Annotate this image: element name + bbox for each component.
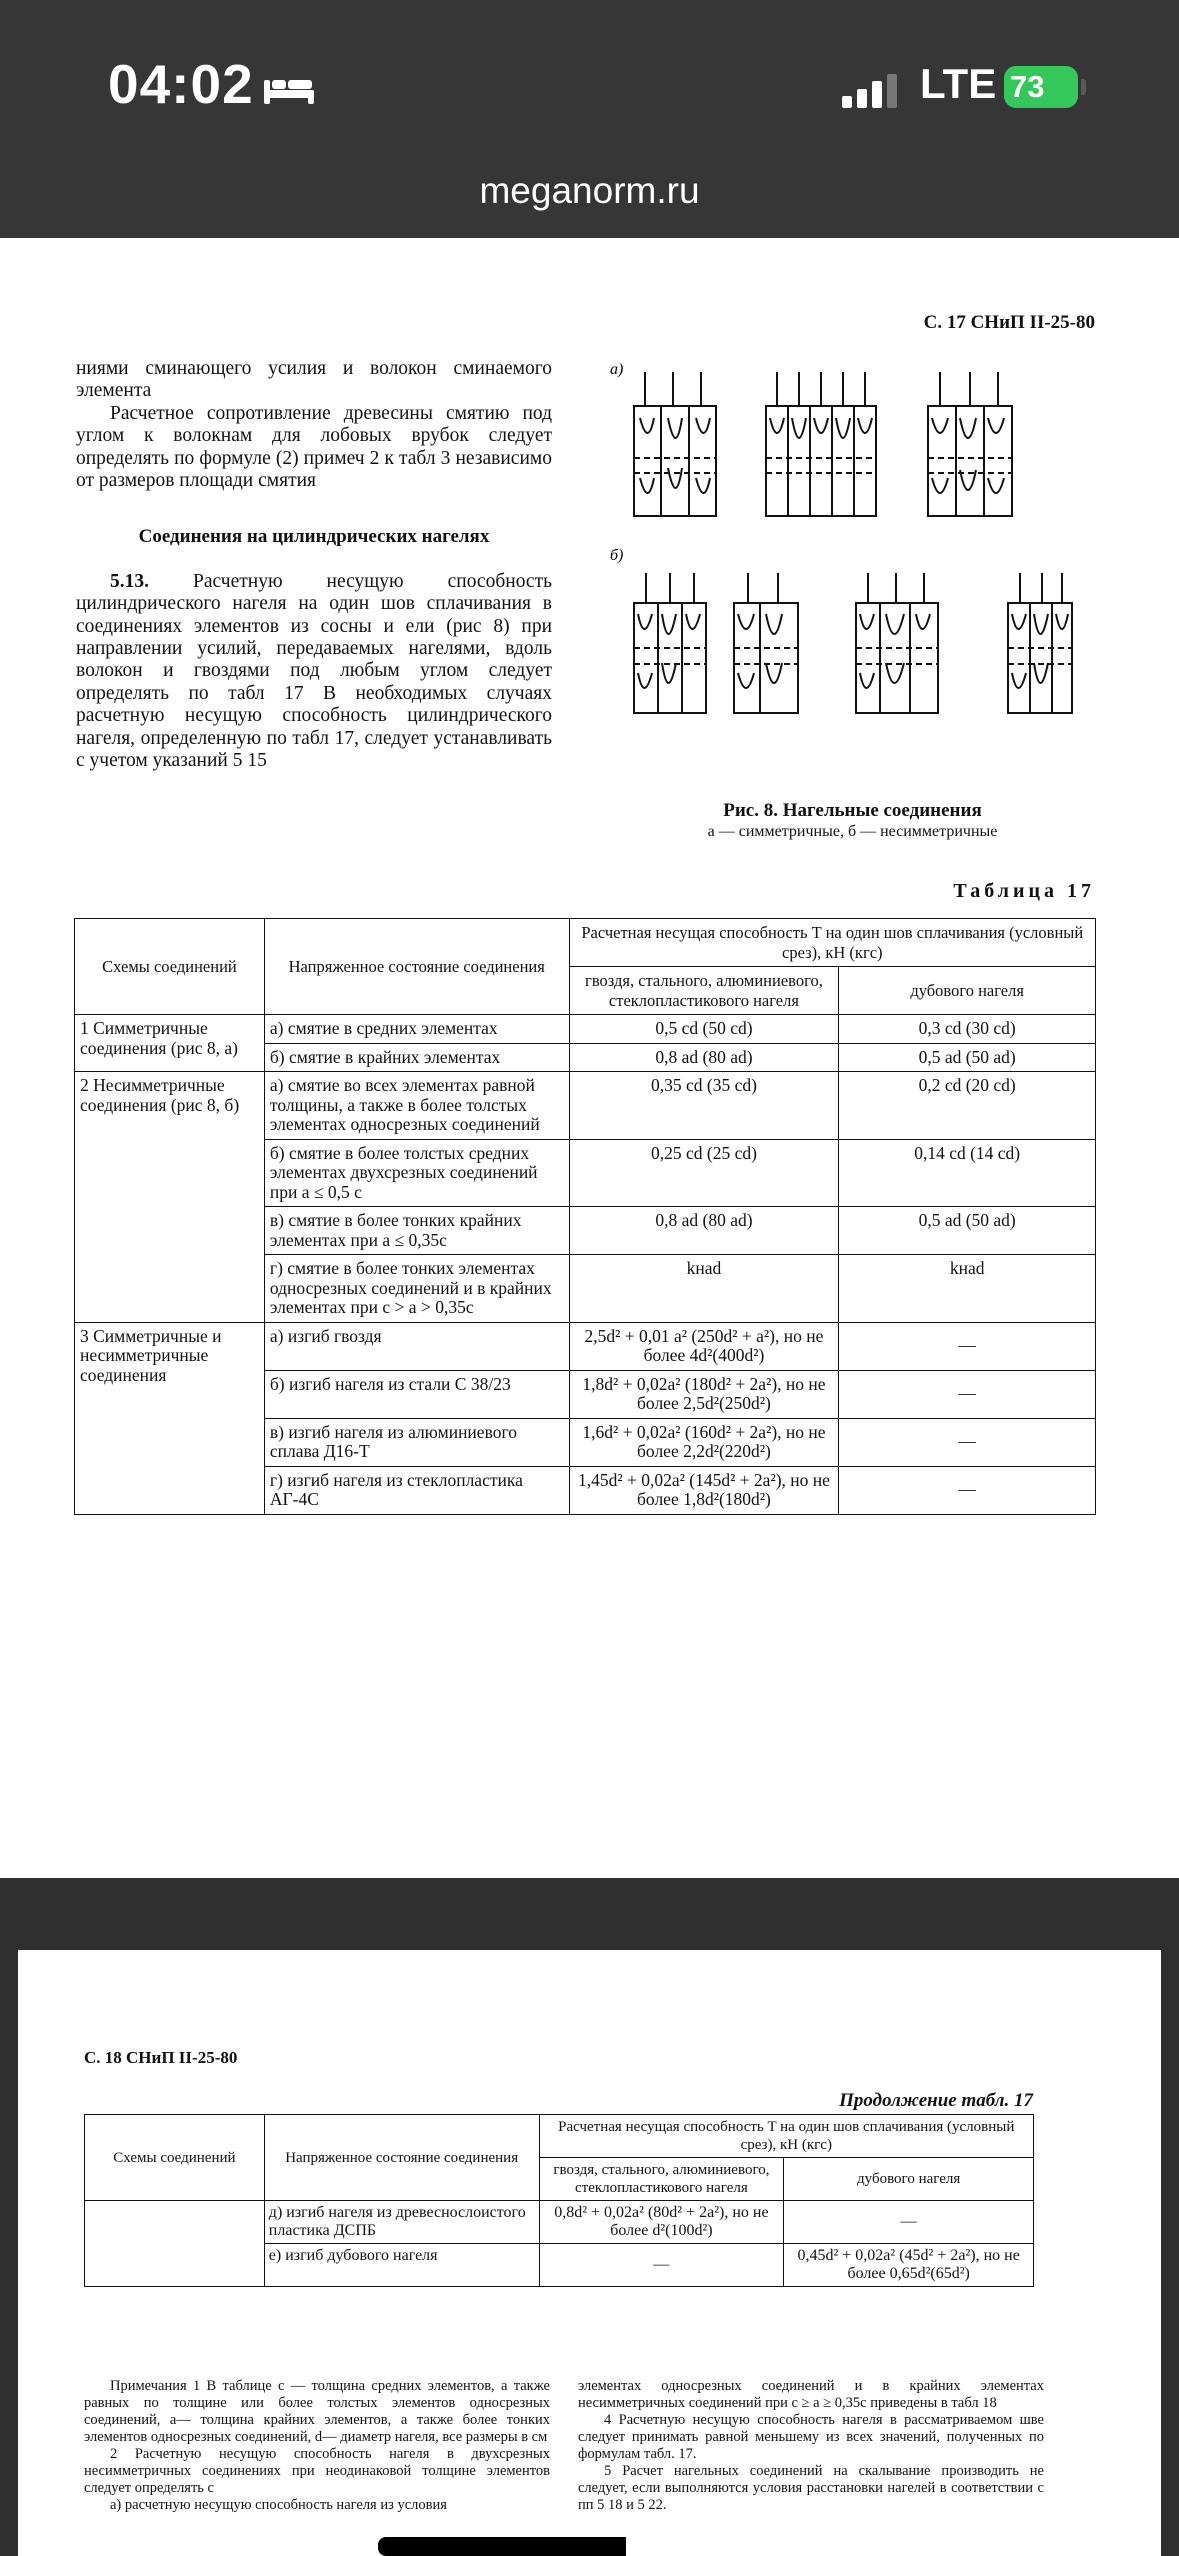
note-paragraph: 2 Расчетную несущую способность нагеля в двухсрезных несимметричных соединениях при неодинаковой толщине элементов следует определять с [84, 2446, 550, 2496]
nail-cell: 0,8d² + 0,02a² (80d² + 2a²), но не более d²(100d²) [539, 2201, 784, 2244]
header-nail: гвоздя, стального, алюминиевого, стеклопластикового нагеля [539, 2158, 784, 2201]
body-text [76, 358, 552, 773]
header-schemes: Схемы соединений [85, 2115, 265, 2201]
redaction-bar [378, 2537, 626, 2556]
table-row [75, 1072, 1096, 1140]
page-header: С. 17 СНиП II-25-80 [923, 312, 1095, 333]
scheme-cell [85, 2201, 265, 2287]
header-state: Напряженное состояние соединения [264, 919, 569, 1015]
state-cell: а) смятие во всех элементах равной толщины, а также в более толстых элементах односрезных соединений [264, 1072, 569, 1140]
figure-label-a: а) [610, 361, 624, 378]
nail-cell: 0,8 ad (80 ad) [569, 1043, 839, 1072]
table-row [85, 2201, 1034, 2244]
figure-8-drawing [610, 358, 1095, 738]
table-title: Таблица 17 [953, 880, 1095, 902]
document-page-18 [18, 1950, 1161, 2556]
oak-cell: 0,14 cd (14 cd) [839, 1139, 1096, 1207]
state-cell: е) изгиб дубового нагеля [264, 2244, 539, 2287]
sleep-focus-icon [262, 70, 316, 106]
status-time: 04:02 [108, 53, 254, 115]
nail-cell: 1,45d² + 0,02a² (145d² + 2a²), но не более 1,8d²(180d²) [569, 1466, 839, 1514]
oak-cell: — [839, 1418, 1096, 1466]
figure-label-b: б) [610, 547, 624, 564]
address-bar[interactable]: meganorm.ru [479, 170, 700, 211]
nail-cell: 0,35 cd (35 cd) [569, 1072, 839, 1140]
table-17-continued [84, 2114, 1034, 2287]
notes-left [84, 2378, 550, 2514]
nail-cell: kнad [569, 1255, 839, 1323]
note-paragraph: Примечания 1 В таблице с — толщина средних элементов, а также равных по толщине или более толстых элементов односрезных соединений, а— толщина крайних элементов, а также более тонких элементов односрезных соединений, d— диаметр нагеля, все размеры в см [84, 2378, 550, 2445]
table-continuation-title: Продолжение табл. 17 [839, 2090, 1033, 2111]
notes-right [578, 2378, 1044, 2514]
oak-cell: 0,2 cd (20 cd) [839, 1072, 1096, 1140]
nail-cell: 1,8d² + 0,02a² (180d² + 2a²), но не более 2,5d²(250d²) [569, 1370, 839, 1418]
document-page-17 [0, 238, 1179, 1878]
oak-cell: 0,5 ad (50 ad) [839, 1207, 1096, 1255]
browser-chrome [0, 0, 1179, 238]
header-schemes: Схемы соединений [75, 919, 265, 1015]
clause-text: Расчетную несущую способность цилиндрического нагеля на один шов сплачивания в соединениях элементов из сосны и ели (рис 8) при направлении усилий, передаваемых нагелями, вдоль волокон и гвоздями под любым углом следует определять по табл 17 В необходимых случаях расчетную несущую способность цилиндрического нагеля, определенную по табл 17, следует устанавливать с учетом указаний 5 15 [76, 570, 552, 772]
oak-cell: kнad [839, 1255, 1096, 1323]
table-notes [84, 2378, 1044, 2514]
nail-cell: 0,8 ad (80 ad) [569, 1207, 839, 1255]
oak-cell: — [839, 1466, 1096, 1514]
nail-cell: 0,5 cd (50 cd) [569, 1015, 839, 1044]
figure-subtitle: а — симметричные, б — несимметричные [707, 823, 998, 840]
oak-cell: — [839, 1370, 1096, 1418]
oak-cell: 0,45d² + 0,02a² (45d² + 2a²), но не более 0,65d²(65d²) [784, 2244, 1034, 2287]
battery-percent: 73 [1010, 69, 1045, 104]
oak-cell: 0,5 ad (50 ad) [839, 1043, 1096, 1072]
nail-cell: — [539, 2244, 784, 2287]
oak-cell: 0,3 cd (30 cd) [839, 1015, 1096, 1044]
header-nail: гвоздя, стального, алюминиевого, стеклопластикового нагеля [569, 967, 839, 1015]
oak-cell: — [839, 1322, 1096, 1370]
table-row [75, 1015, 1096, 1044]
state-cell: в) изгиб нагеля из алюминиевого сплава Д16-Т [264, 1418, 569, 1466]
nail-cell: 1,6d² + 0,02a² (160d² + 2a²), но не более 2,2d²(220d²) [569, 1418, 839, 1466]
battery-icon [1004, 66, 1086, 108]
section-title: Соединения на цилиндрических нагелях [138, 526, 490, 548]
state-cell: д) изгиб нагеля из древеснослоистого пластика ДСПБ [264, 2201, 539, 2244]
paragraph: Расчетное сопротивление древесины смятию под углом к волокнам для лобовых врубок следует определять по формуле (2) примеч 2 к табл 3 независимо от размеров площади смятия [76, 402, 552, 492]
cellular-signal-icon [842, 74, 898, 108]
page-gap [0, 1878, 1179, 1950]
scheme-cell: 1 Симметричные соединения (рис 8, а) [75, 1015, 265, 1072]
nail-cell: 2,5d² + 0,01 a² (250d² + a²), но не более 4d²(400d²) [569, 1322, 839, 1370]
header-oak: дубового нагеля [839, 967, 1096, 1015]
state-cell: г) изгиб нагеля из стеклопластика АГ-4С [264, 1466, 569, 1514]
note-paragraph: 5 Расчет нагельных соединений на скалывание производить не следует, если выполняются условия расстановки нагелей в соответствии с пп 5 18 и 5 22. [578, 2463, 1044, 2513]
state-cell: б) смятие в более толстых средних элементах двухсрезных соединений при а ≤ 0,5 с [264, 1139, 569, 1207]
scheme-cell: 3 Симметричные и несимметричные соединения [75, 1322, 265, 1514]
nail-cell: 0,25 cd (25 cd) [569, 1139, 839, 1207]
clause-number: 5.13. [110, 570, 149, 592]
state-cell: б) смятие в крайних элементах [264, 1043, 569, 1072]
header-state: Напряженное состояние соединения [264, 2115, 539, 2201]
header-capacity: Расчетная несущая способность T на один шов сплачивания (условный срез), кН (кгс) [539, 2115, 1033, 2158]
state-cell: а) изгиб гвоздя [264, 1322, 569, 1370]
figure-caption [610, 800, 1095, 842]
state-cell: б) изгиб нагеля из стали С 38/23 [264, 1370, 569, 1418]
clause-5-13 [76, 571, 552, 773]
state-cell: а) смятие в средних элементах [264, 1015, 569, 1044]
table-row [75, 1322, 1096, 1370]
note-paragraph: элементах односрезных соединений и в крайних элементах несимметричных соединений при c ≥ a ≥ 0,35c приведены в табл 18 [578, 2378, 1044, 2411]
page-header: С. 18 СНиП II-25-80 [84, 2048, 238, 2067]
table-17 [74, 918, 1096, 1515]
state-cell: в) смятие в более тонких крайних элементах при а ≤ 0,35с [264, 1207, 569, 1255]
note-paragraph: 4 Расчетную несущую способность нагеля в рассматриваемом шве следует принимать равной меньшему из всех значений, полученных по формулам табл. 17. [578, 2412, 1044, 2462]
note-paragraph: а) расчетную несущую способность нагеля из условия [110, 2497, 447, 2513]
state-cell: г) смятие в более тонких элементах односрезных соединений и в крайних элементах при c > a > 0,35c [264, 1255, 569, 1323]
paragraph: ниями сминающего усилия и волокон сминаемого элемента [76, 358, 552, 402]
scheme-cell: 2 Несимметричные соединения (рис 8, б) [75, 1072, 265, 1323]
header-capacity: Расчетная несущая способность T на один шов сплачивания (условный срез), кН (кгс) [569, 919, 1095, 967]
oak-cell: — [784, 2201, 1034, 2244]
header-oak: дубового нагеля [784, 2158, 1034, 2201]
figure-title: Рис. 8. Нагельные соединения [723, 800, 982, 821]
network-type: LTE [920, 60, 997, 107]
